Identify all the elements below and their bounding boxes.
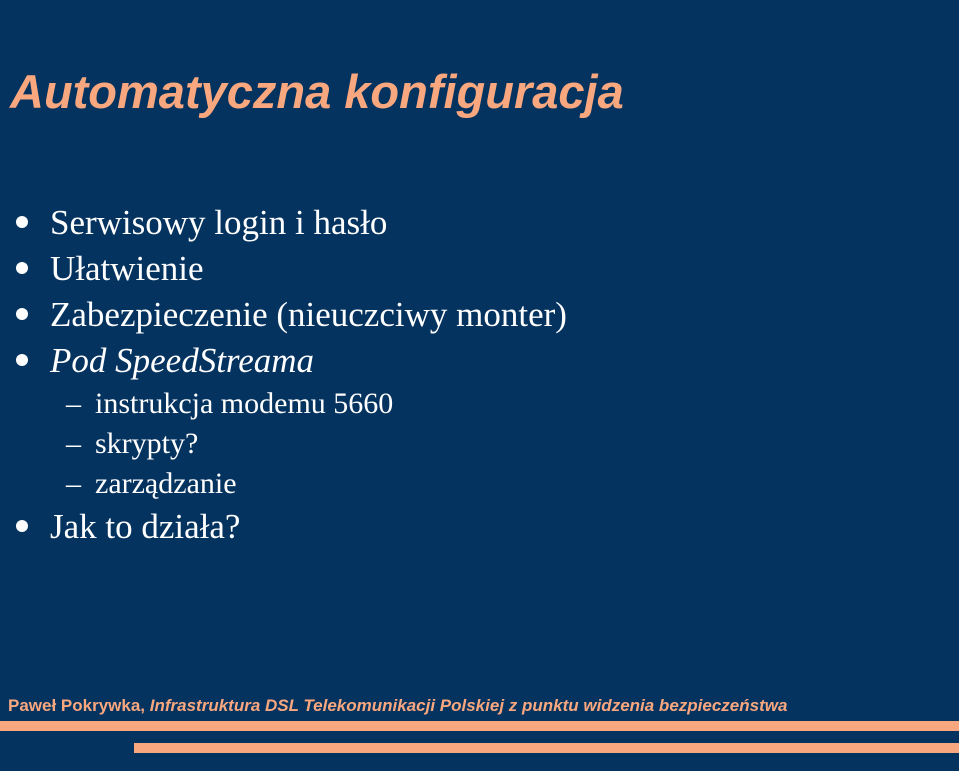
bullet-item: [0, 504, 940, 550]
dash-icon: –: [66, 427, 81, 460]
slide-footer: [8, 694, 787, 718]
bullet-item: [0, 246, 940, 292]
bullet-text: Serwisowy login i hasło: [50, 203, 388, 242]
sub-bullet-text: zarządzanie: [95, 467, 237, 500]
bullet-item: [0, 292, 940, 338]
bullet-dot-icon: [16, 520, 28, 532]
bullet-dot-icon: [16, 262, 28, 274]
sub-bullet-item: [0, 464, 940, 504]
bullet-dot-icon: [16, 354, 28, 366]
bullet-list: [0, 200, 940, 550]
bullet-dot-icon: [16, 308, 28, 320]
slide-title: Automatyczna konfiguracja: [10, 65, 624, 118]
sub-bullet-item: [0, 384, 940, 424]
bullet-text: Ułatwienie: [50, 249, 204, 288]
dash-icon: –: [66, 387, 81, 420]
bullet-text: Jak to działa?: [50, 507, 241, 546]
footer-bar-top: [0, 721, 959, 731]
sub-bullet-item: [0, 424, 940, 464]
footer-author: Paweł Pokrywka,: [8, 696, 150, 715]
bullet-item: [0, 338, 940, 384]
bullet-dot-icon: [16, 216, 28, 228]
bullet-item: [0, 200, 940, 246]
dash-icon: –: [66, 467, 81, 500]
sub-bullet-text: skrypty?: [95, 427, 199, 460]
footer-bar-bottom: [134, 743, 959, 753]
footer-subject: Infrastruktura DSL Telekomunikacji Polskiej z punktu widzenia bezpieczeństwa: [149, 696, 788, 715]
bullet-text: Pod SpeedStreama: [50, 341, 315, 380]
sub-bullet-text: instrukcja modemu 5660: [95, 387, 394, 420]
bullet-text: Zabezpieczenie (nieuczciwy monter): [50, 295, 567, 334]
